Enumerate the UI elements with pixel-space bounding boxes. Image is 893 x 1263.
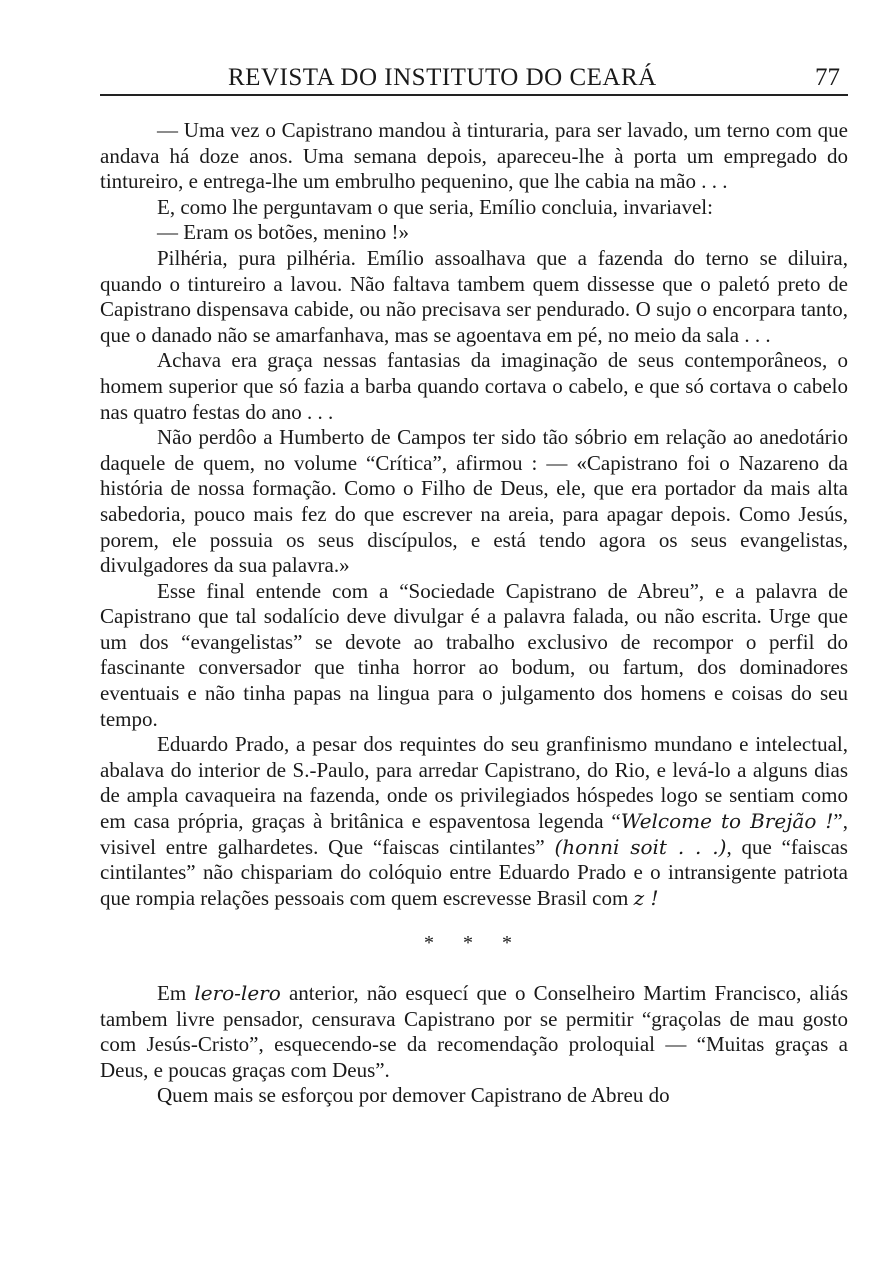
section-separator: * * *: [424, 932, 524, 955]
running-title: REVISTA DO INSTITUTO DO CEARÁ: [228, 64, 657, 91]
paragraph: Quem mais se esforçou por demover Capistrano de Abreu do: [157, 1083, 670, 1108]
paragraph-text: anterior, não esquecí que o Conselheiro Martim Francisco, aliás tambem livre pensador, censurava Capistrano por se permitir “graçolas de mau gosto com Jesús-Cristo”, esquecendo-se da recomendação proloquial — “Muitas graças a Deus, e poucas graças com Deus”.: [100, 981, 848, 1082]
italic-phrase: lero-lero: [194, 981, 281, 1005]
paragraph: [100, 732, 848, 911]
paragraph: Achava era graça nessas fantasias da imaginação de seus contemporâneos, o homem superior que só fazia a barba quando cortava o cabelo, e que só cortava o cabelo nas quatro festas do ano . . .: [100, 348, 848, 424]
paragraph: [100, 981, 848, 1083]
article-body: [100, 118, 848, 1109]
running-header: [100, 60, 848, 96]
paragraph: Pilhéria, pura pilhéria. Emílio assoalhava que a fazenda do terno se diluira, quando o tintureiro a lavou. Não faltava tambem quem dissesse que o paletó preto de Capistrano dispensava cabide, ou não precisava ser pendurado. O sujo o encorpara tanto, que o danado não se amarfanhava, mas se agoentava em pé, no meio da sala . . .: [100, 245, 848, 347]
paragraph: Não perdôo a Humberto de Campos ter sido tão sóbrio em relação ao anedotário daquele de quem, no volume “Crítica”, afirmou : — «Capistrano foi o Nazareno da história de nossa formação. Como o Filho de Deus, ele, que era portador da mais alta sabedoria, pouco mais fez do que escrever na areia, para apagar depois. Como Jesús, porem, ele possuia os seus discípulos, e está tendo agora os seus evangelistas, divulgadores da sua palavra.»: [100, 425, 848, 578]
paragraph-text: Em: [157, 981, 195, 1005]
paragraph-text: Eduardo Prado, a pesar dos requintes do seu granfinismo mundano e intelectual, abalava do interior de S.-Paulo, para arredar Capistrano, do Rio, e levá-lo a alguns dias de ampla cavaqueira na fazenda, onde os privilegiados hóspedes logo se sentiam como em casa própria, graças à britânica e espaventosa legenda “: [100, 732, 848, 834]
paragraph-text: ”, visivel entre galhardetes. Que “faiscas cintilantes”: [100, 809, 848, 859]
paragraph: E, como lhe perguntavam o que seria, Emílio concluia, invariavel:: [157, 194, 713, 219]
page-number: 77: [815, 64, 840, 91]
italic-phrase: z !: [633, 885, 659, 910]
paragraph-text: , que “faiscas cintilantes” não chispariam do colóquio entre Eduardo Prado e o intransigente patriota que rompia relações pessoais com quem escrevesse Brasil com: [100, 834, 848, 910]
italic-phrase: Welcome to Brejão !: [620, 809, 834, 834]
paragraph: — Eram os botões, menino !»: [157, 220, 409, 245]
italic-phrase: (honni soit . . .): [554, 834, 727, 859]
paragraph: — Uma vez o Capistrano mandou à tinturaria, para ser lavado, um terno com que andava há doze anos. Uma semana depois, apareceu-lhe à porta um empregado do tintureiro, e entrega-lhe um embrulho pequenino, que lhe cabia na mão . . .: [100, 118, 848, 194]
paragraph: Esse final entende com a “Sociedade Capistrano de Abreu”, e a palavra de Capistrano que tal sodalício deve divulgar é a palavra falada, ou não escrita. Urge que um dos “evangelistas” se devote ao trabalho exclusivo de recompor o perfil do fascinante conversador que tinha horror ao bodum, ou fartum, dos dominadores eventuais e não tinha papas na lingua para o julgamento dos homens e coisas do seu tempo.: [100, 578, 848, 731]
